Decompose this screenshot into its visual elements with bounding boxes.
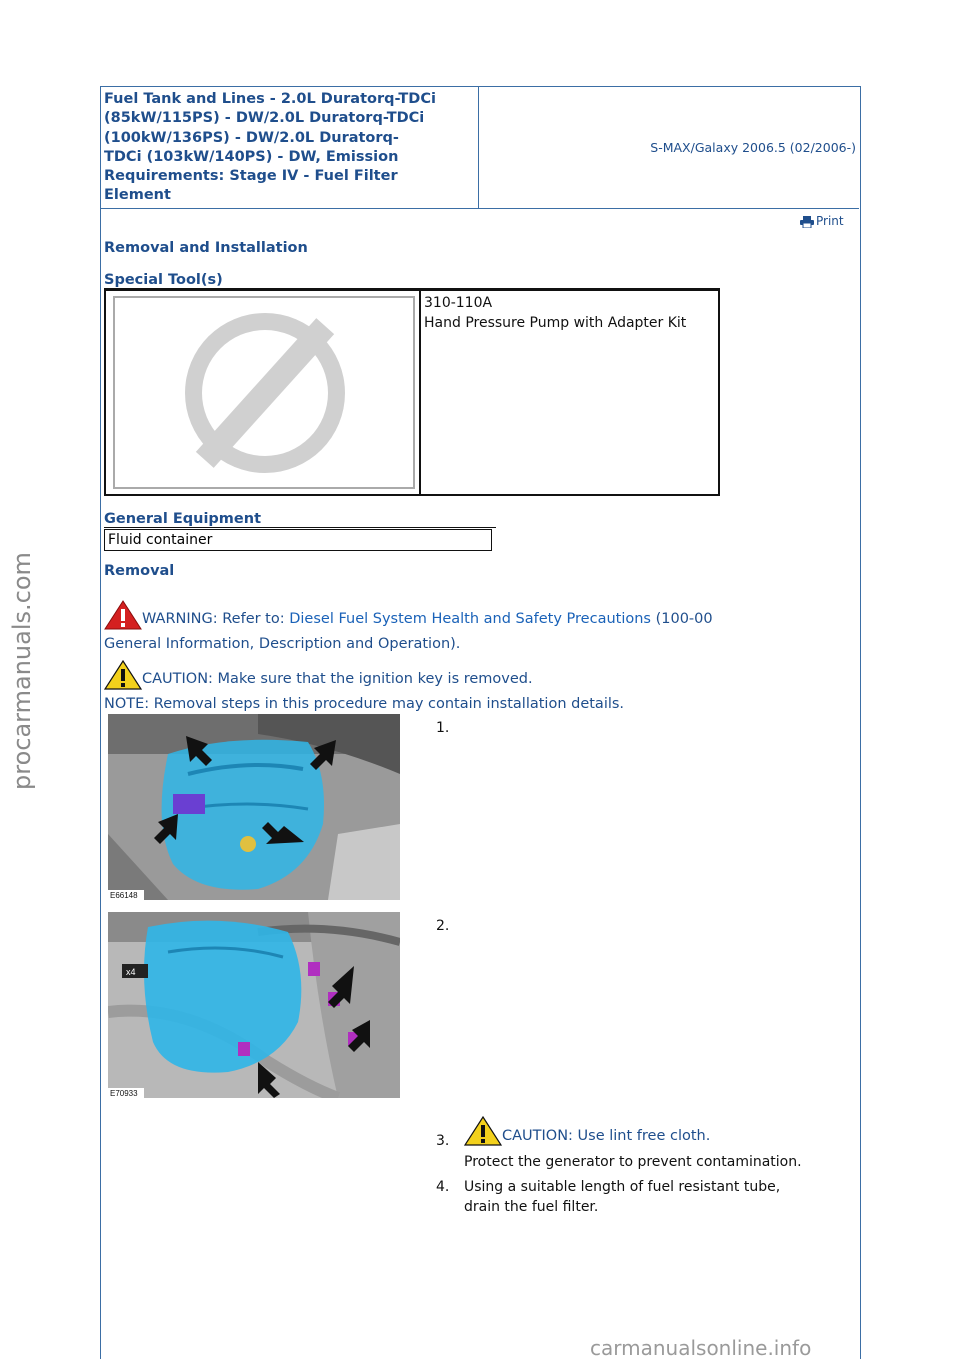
general-equipment-heading: General Equipment [104,511,262,527]
caution-block: CAUTION: Make sure that the ignition key is removed. [104,660,824,690]
step-2-image-code: E70933 [110,1089,138,1098]
removal-note: NOTE: Removal steps in this procedure may contain installation details. [104,696,625,712]
step-3-number: 3. [436,1133,450,1149]
step-3-caution: CAUTION: Use lint free cloth. [464,1116,710,1146]
vehicle-model: S-MAX/Galaxy 2006.5 (02/2006-) [650,140,856,155]
fastener-count-badge: x4 [126,967,136,977]
print-link[interactable] [800,214,844,228]
step-1-image-code: E66148 [110,891,138,900]
step-3-text: Protect the generator to prevent contamination. [464,1154,802,1170]
document-header [100,86,859,209]
step-4-text-line-2: drain the fuel filter. [464,1199,599,1215]
caution-triangle-icon [464,1116,502,1146]
general-equipment-rule [104,527,496,528]
tool-code: 310-110A [424,295,493,311]
step-4-text-line-1: Using a suitable length of fuel resistant tube, [464,1179,781,1195]
special-tools-table [104,289,720,496]
step-1-illustration [108,714,400,900]
step-1-number: 1. [436,720,450,736]
no-image-icon [115,298,413,487]
removal-heading: Removal [104,563,175,579]
section-title: Removal and Installation [104,240,308,256]
page-title: Fuel Tank and Lines - 2.0L Duratorq-TDCi (85kW/115PS) - DW/2.0L Duratorq-TDCi (100kW/136PS) - DW/2.0L Duratorq- TDCi (103kW/140PS) - DW, Emission Requirements: Stage IV - Fuel Filter Element [104,91,436,204]
equipment-item: Fluid container [104,529,492,551]
step-2-illustration [108,912,400,1098]
warning-triangle-icon [104,600,142,630]
printer-icon [800,216,814,228]
special-tools-heading: Special Tool(s) [104,272,223,288]
warning-link[interactable]: Diesel Fuel System Health and Safety Precautions [289,611,651,627]
header-divider [478,86,479,208]
tool-image-cell [106,291,421,494]
warning-block: WARNING: Refer to: Diesel Fuel System Health and Safety Precautions (100-00 [104,600,824,630]
tool-name: Hand Pressure Pump with Adapter Kit [424,315,687,331]
caution-triangle-icon [104,660,142,690]
warning-continuation: General Information, Description and Operation). [104,636,461,652]
print-label: Print [816,214,844,228]
step-4-number: 4. [436,1179,450,1195]
watermark-bottom: carmanualsonline.info [590,1336,812,1360]
watermark-left: procarmanuals.com [8,552,36,790]
tool-image-placeholder [113,296,415,489]
tool-description [424,293,686,333]
step-2-number: 2. [436,918,450,934]
